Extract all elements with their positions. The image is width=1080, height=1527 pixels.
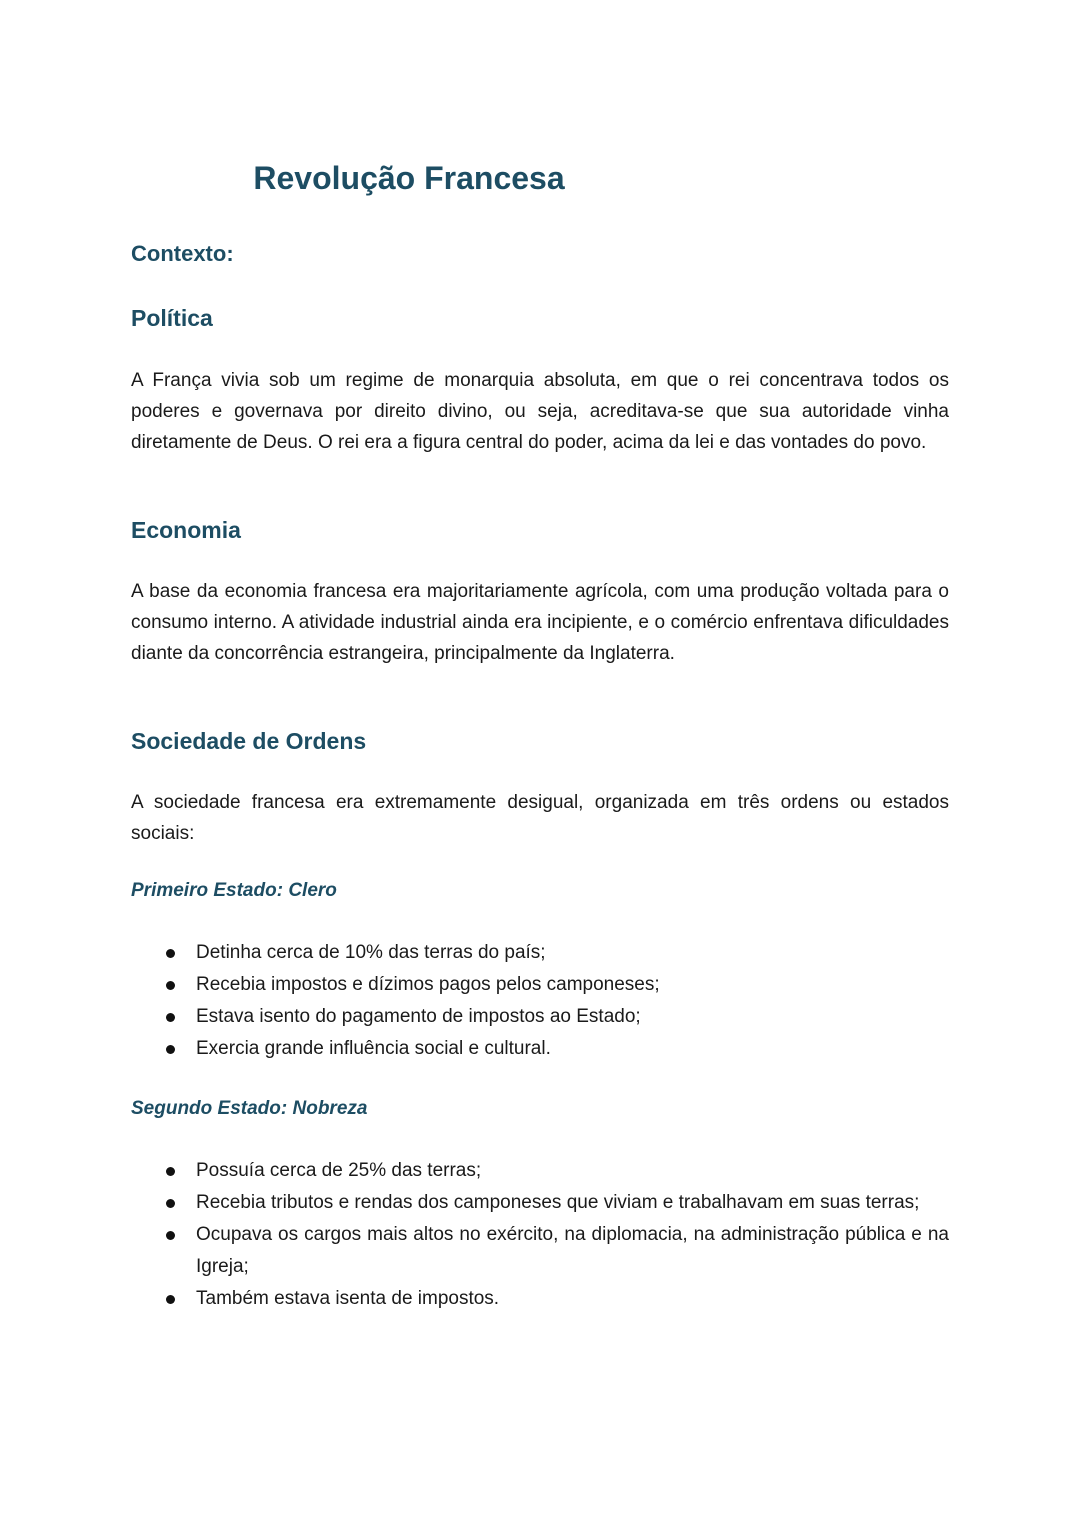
document-title: Revolução Francesa <box>253 160 565 196</box>
list-item-text: Exercia grande influência social e cultural. <box>196 1038 551 1059</box>
list-item-text: Recebia tributos e rendas dos camponeses que viviam e trabalhavam em suas terras; <box>196 1192 920 1213</box>
bullet-icon <box>166 1013 175 1022</box>
segundo-estado-heading: Segundo Estado: Nobreza <box>131 1098 368 1119</box>
sociedade-paragraph: A sociedade francesa era extremamente desigual, organizada em três ordens ou estados sociais: <box>131 792 949 844</box>
list-item <box>131 1283 949 1315</box>
segundo-estado-list <box>131 1155 949 1315</box>
list-item <box>131 1001 949 1033</box>
politica-paragraph: A França vivia sob um regime de monarquia absoluta, em que o rei concentrava todos os poderes e governava por direito divino, ou seja, acreditava-se que sua autoridade vinha diretamente de Deus. O rei era a figura central do poder, acima da lei e das vontades do povo. <box>131 370 949 453</box>
list-item-text: Recebia impostos e dízimos pagos pelos camponeses; <box>196 974 660 995</box>
list-item <box>131 1219 949 1283</box>
bullet-icon <box>166 1231 175 1240</box>
list-item-text: Estava isento do pagamento de impostos ao Estado; <box>196 1006 641 1027</box>
bullet-icon <box>166 1199 175 1208</box>
economia-heading: Economia <box>131 517 241 543</box>
list-item <box>131 1155 949 1187</box>
bullet-icon <box>166 949 175 958</box>
bullet-icon <box>166 1167 175 1176</box>
list-item-text: Detinha cerca de 10% das terras do país; <box>196 942 546 963</box>
list-item <box>131 1187 949 1219</box>
bullet-icon <box>166 981 175 990</box>
sociedade-heading: Sociedade de Ordens <box>131 728 367 754</box>
context-heading: Contexto: <box>131 241 234 266</box>
list-item <box>131 1033 949 1065</box>
list-item <box>131 937 949 969</box>
primeiro-estado-heading: Primeiro Estado: Clero <box>131 880 337 901</box>
list-item <box>131 969 949 1001</box>
politica-heading: Política <box>131 305 213 331</box>
list-item-text: Possuía cerca de 25% das terras; <box>196 1160 482 1181</box>
primeiro-estado-list <box>131 937 949 1065</box>
bullet-icon <box>166 1295 175 1304</box>
list-item-text: Ocupava os cargos mais altos no exército, na diplomacia, na administração pública e na Igreja; <box>196 1224 949 1277</box>
bullet-icon <box>166 1045 175 1054</box>
list-item-text: Também estava isenta de impostos. <box>196 1288 500 1309</box>
economia-paragraph: A base da economia francesa era majoritariamente agrícola, com uma produção voltada para o consumo interno. A atividade industrial ainda era incipiente, e o comércio enfrentava dificuldades diante da concorrência estrangeira, principalmente da Inglaterra. <box>131 581 949 664</box>
